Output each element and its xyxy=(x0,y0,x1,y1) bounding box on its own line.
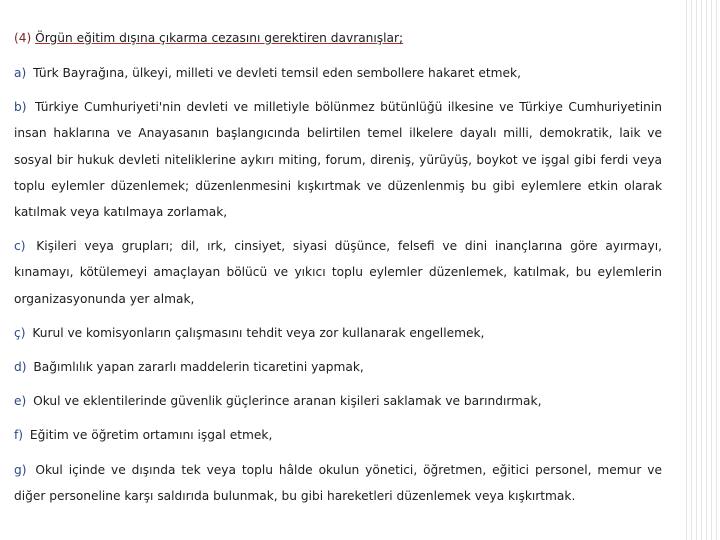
item-text: Türkiye Cumhuriyeti'nin devleti ve milletiyle bölünmez bütünlüğü ilkesine ve Türkiye Cumhuriyetinin insan haklarına ve Anayasanın başlangıcında belirtilen temel ilkelere dayalı milli, demokratik, laik ve sosyal bir hukuk devleti niteliklerine aykırı miting, forum, direniş, yürüyüş, boykot ve işgal gibi ferdi veya toplu eylemler düzenlemek; düzenlenmesini kışkırtmak ve düzenlenmiş bu gibi eylemlere etkin olarak katılmak veya katılmaya zorlamak, xyxy=(14,100,662,220)
item-text: Okul içinde ve dışında tek veya toplu hâlde okulun yönetici, öğretmen, eğitici personel, memur ve diğer personeline karşı saldırıda bulunmak, bu gibi hareketleri düzenlemek veya kışkırtmak. xyxy=(14,462,662,503)
document-body xyxy=(14,26,662,517)
item-label: a) xyxy=(14,66,27,80)
section-heading xyxy=(14,26,662,50)
list-item-c-cedilla xyxy=(14,320,662,346)
item-text: Okul ve eklentilerinde güvenlik güçlerince aranan kişileri saklamak ve barındırmak, xyxy=(33,394,542,409)
heading-text: Örgün eğitim dışına çıkarma cezasını gerektiren davranışlar; xyxy=(35,31,404,45)
item-label: b) xyxy=(14,100,27,115)
list-item-a xyxy=(14,60,662,86)
list-item-d xyxy=(14,354,662,380)
item-label: f) xyxy=(14,428,24,443)
item-label: g) xyxy=(14,462,27,477)
item-label: d) xyxy=(14,360,27,375)
item-label: c) xyxy=(14,239,26,254)
item-text: Türk Bayrağına, ülkeyi, milleti ve devleti temsil eden sembollere hakaret etmek, xyxy=(33,66,521,80)
list-item-e xyxy=(14,388,662,414)
item-text: Bağımlılık yapan zararlı maddelerin ticaretini yapmak, xyxy=(33,360,364,375)
item-text: Eğitim ve öğretim ortamını işgal etmek, xyxy=(29,428,273,443)
item-label: e) xyxy=(14,394,27,409)
list-item-g xyxy=(14,457,662,509)
item-text: Kurul ve komisyonların çalışmasını tehdit veya zor kullanarak engellemek, xyxy=(32,325,485,340)
list-item-f xyxy=(14,422,662,448)
list-item-c xyxy=(14,233,662,312)
item-text: Kişileri veya grupları; dil, ırk, cinsiyet, siyasi düşünce, felsefi ve dini inançlarına göre ayırmayı, kınamayı, kötülemeyi amaçlayan bölücü ve yıkıcı toplu eylemler düzenlemek, katılmak, bu eylemlerin organizasyonunda yer almak, xyxy=(14,239,662,306)
page-edge-decoration xyxy=(684,0,720,540)
list-item-b xyxy=(14,94,662,225)
heading-number: (4) xyxy=(14,31,32,45)
item-label: ç) xyxy=(14,325,26,340)
